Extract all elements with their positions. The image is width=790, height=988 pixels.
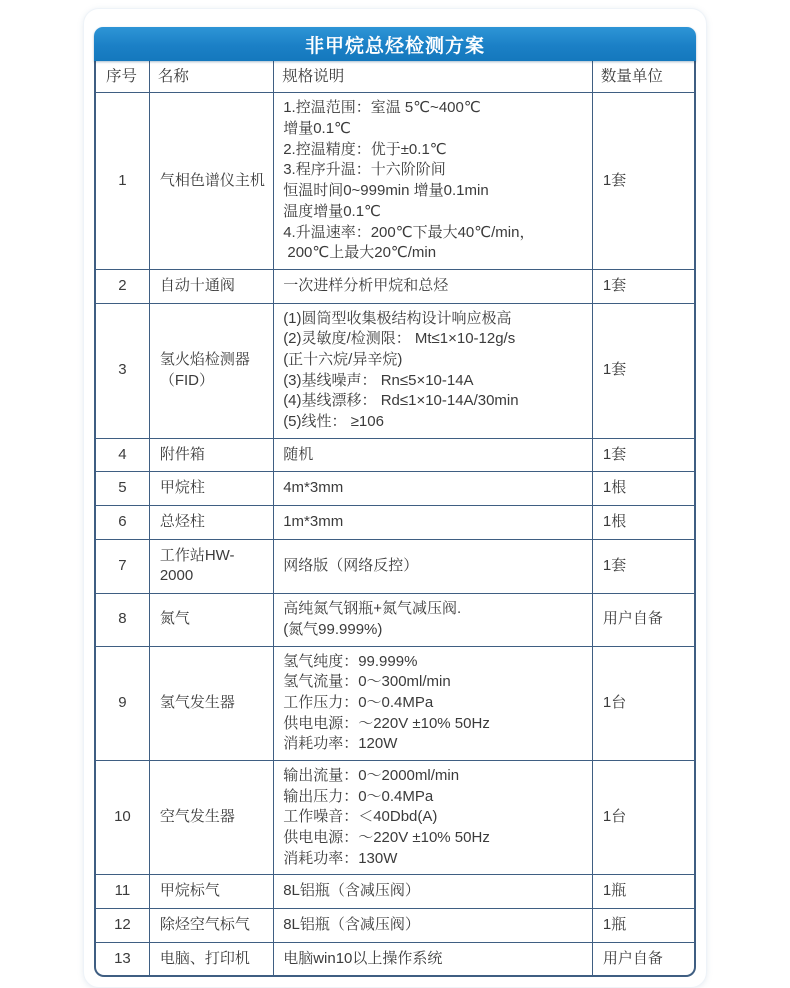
spec-line: 2.控温精度：优于±0.1℃	[283, 140, 447, 158]
spec-line: (正十六烷/异辛烷)	[283, 350, 403, 368]
cell-index: 1	[96, 93, 150, 270]
spec-line: 氢气纯度：99.999%	[283, 652, 418, 670]
spec-line: (3)基线噪声： Rn≤5×10-14A	[283, 371, 474, 389]
cell-index: 7	[96, 540, 150, 594]
cell-quantity: 用户自备	[602, 949, 663, 967]
spec-line: 3.程序升温：十六阶阶间	[283, 161, 446, 179]
cell-index: 13	[96, 943, 150, 976]
spec-line: (1)圆筒型收集极结构设计响应极高	[283, 309, 512, 327]
cell-item-name: 附件箱	[150, 439, 274, 473]
cell-item-name: 氢气发生器	[150, 647, 274, 761]
cell-index: 8	[96, 594, 150, 646]
cell-index: 12	[96, 909, 150, 943]
cell-spec	[274, 304, 593, 439]
spec-line: 4m*3mm	[283, 479, 344, 497]
table-row	[96, 304, 694, 439]
spec-line: 网络版（网络反控）	[283, 557, 419, 575]
table-header-row	[96, 61, 694, 93]
spec-line: (2)灵敏度/检测限： Mt≤1×10-12g/s	[283, 330, 516, 348]
cell-index: 10	[96, 761, 150, 875]
table-body	[96, 93, 694, 975]
cell-quantity: 1套	[593, 93, 694, 270]
spec-line: 温度增量0.1℃	[283, 202, 381, 220]
cell-spec	[274, 472, 593, 506]
cell-item-name: 氮气	[150, 594, 274, 646]
column-header-spec: 规格说明	[274, 61, 593, 93]
page-title: 非甲烷总烃检测方案	[304, 35, 485, 57]
spec-table-wrap	[94, 61, 696, 977]
spec-line: 恒温时间0~999min 增量0.1min	[283, 182, 489, 200]
cell-item-name: 空气发生器	[150, 761, 274, 875]
cell-quantity: 用户自备	[593, 594, 694, 646]
cell-spec	[274, 761, 593, 875]
cell-index: 11	[96, 875, 150, 909]
cell-item-name: 甲烷标气	[150, 875, 274, 909]
cell-spec	[274, 943, 593, 976]
table-row	[96, 439, 694, 473]
cell-index: 3	[96, 304, 150, 439]
cell-quantity: 1套	[593, 304, 694, 439]
spec-line: 工作压力：0～0.4MPa	[283, 693, 434, 711]
spec-card	[83, 8, 707, 988]
table-row	[96, 93, 694, 270]
cell-quantity: 1套	[593, 439, 694, 473]
spec-line: 供电电源：～220V ±10% 50Hz	[283, 829, 490, 846]
spec-line: (4)基线漂移： Rd≤1×10-14A/30min	[283, 392, 519, 410]
cell-spec	[274, 540, 593, 594]
spec-line: 高纯氮气钢瓶+氮气减压阀.	[283, 600, 462, 618]
cell-item-name: 电脑、打印机	[150, 943, 274, 976]
spec-line: 1.控温范围：室温 5℃~400℃	[283, 99, 481, 117]
table-row	[96, 909, 694, 943]
title-bar	[94, 27, 696, 61]
table-row	[96, 472, 694, 506]
table-row	[96, 647, 694, 761]
spec-line: 供电电源：～220V ±10% 50Hz	[283, 714, 490, 732]
cell-quantity: 1台	[593, 761, 694, 875]
cell-spec	[274, 594, 593, 646]
cell-quantity: 1根	[593, 472, 694, 506]
spec-table	[96, 61, 694, 975]
cell-item-name: 气相色谱仪主机	[150, 93, 274, 270]
spec-line: 增量0.1℃	[283, 120, 351, 138]
cell-index: 9	[96, 647, 150, 761]
table-row	[96, 506, 694, 540]
column-header-name: 名称	[150, 61, 274, 93]
spec-line: 消耗功率：120W	[283, 735, 398, 753]
spec-line: 8L铝瓶（含减压阀）	[283, 882, 420, 900]
spec-line: 200℃上最大20℃/min	[283, 244, 437, 262]
spec-line: 4.升温速率：200℃下最大40℃/min，	[283, 223, 535, 241]
cell-quantity: 1套	[593, 270, 694, 304]
spec-line: 输出流量：0～2000ml/min	[283, 766, 460, 784]
cell-item-name: 自动十通阀	[150, 270, 274, 304]
spec-line: 消耗功率：130W	[283, 849, 398, 867]
cell-quantity: 1瓶	[593, 909, 694, 943]
cell-item-name: 工作站HW-2000	[150, 540, 274, 594]
cell-spec	[274, 439, 593, 473]
column-header-no: 序号	[96, 61, 150, 93]
cell-spec	[274, 647, 593, 761]
cell-index: 5	[96, 472, 150, 506]
cell-spec	[274, 93, 593, 270]
cell-index: 6	[96, 506, 150, 540]
table-row	[96, 875, 694, 909]
cell-spec	[274, 875, 593, 909]
spec-line: (5)线性： ≥106	[283, 413, 384, 430]
table-row	[96, 540, 694, 594]
cell-quantity: 1台	[593, 647, 694, 761]
cell-quantity: 1套	[593, 540, 694, 594]
cell-index: 2	[96, 270, 150, 304]
cell-item-name: 甲烷柱	[150, 472, 274, 506]
cell-index: 4	[96, 439, 150, 473]
cell-quantity: 1根	[593, 506, 694, 540]
table-row	[96, 761, 694, 875]
column-header-qty: 数量单位	[593, 61, 694, 93]
cell-spec	[274, 506, 593, 540]
table-row	[96, 270, 694, 304]
cell-quantity: 1瓶	[593, 875, 694, 909]
cell-item-name: 总烃柱	[150, 506, 274, 540]
table-row	[96, 594, 694, 646]
spec-line: (氮气99.999%)	[283, 620, 383, 638]
cell-item-name: 除烃空气标气	[150, 909, 274, 943]
cell-item-name: 氢火焰检测器（FID）	[150, 304, 274, 439]
spec-line: 8L铝瓶（含减压阀）	[283, 916, 420, 934]
spec-line: 氢气流量：0～300ml/min	[283, 673, 451, 691]
spec-line: 1m*3mm	[283, 513, 344, 531]
table-row	[96, 943, 694, 976]
spec-line: 工作噪音：＜40Dbd(A)	[283, 808, 438, 826]
cell-spec	[274, 270, 593, 304]
spec-line: 随机	[283, 445, 314, 463]
spec-line: 输出压力：0～0.4MPa	[283, 787, 434, 805]
spec-line: 一次进样分析甲烷和总烃	[283, 276, 449, 294]
cell-spec	[274, 909, 593, 943]
spec-line: 电脑win10以上操作系统	[283, 949, 443, 967]
